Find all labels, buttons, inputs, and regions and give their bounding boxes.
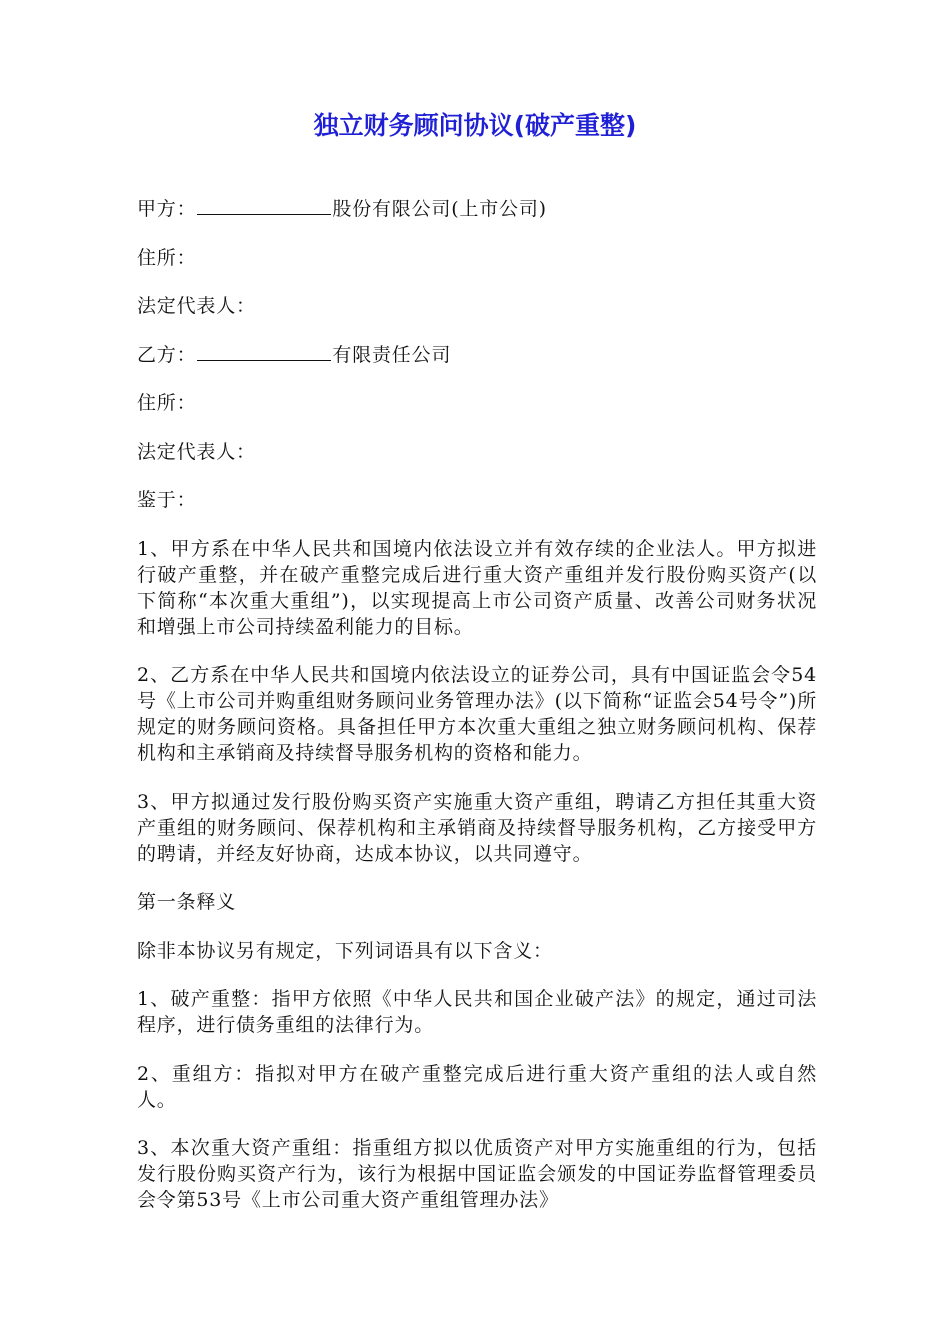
party-a-label: 甲方： bbox=[137, 198, 197, 220]
party-a-representative-label: 法定代表人： bbox=[137, 295, 256, 317]
definition-1: 1、破产重整：指甲方依照《中华人民共和国企业破产法》的规定，通过司法程序，进行债务重组的法律行为。 bbox=[137, 988, 817, 1036]
party-b-name-blank bbox=[197, 342, 331, 361]
document-body bbox=[137, 196, 817, 1236]
party-b-representative-label: 法定代表人： bbox=[137, 440, 256, 463]
party-a-line bbox=[137, 196, 817, 222]
definition-3: 3、本次重大资产重组：指重组方拟以优质资产对甲方实施重组的行为，包括发行股份购买资产行为，该行为根据中国证监会颁发的中国证券监督管理委员会令第53号《上市公司重大资产重组管理办法》 bbox=[137, 1137, 817, 1211]
article-1-intro: 除非本协议另有规定，下列词语具有以下含义： bbox=[137, 939, 553, 962]
document-title: 独立财务顾问协议(破产重整) bbox=[313, 111, 637, 140]
party-b-label: 乙方： bbox=[137, 343, 197, 366]
party-b-address-label: 住所： bbox=[137, 392, 197, 414]
whereas-clause-2: 2、乙方系在中华人民共和国境内依法设立的证券公司，具有中国证监会令54号《上市公司并购重组财务顾问业务管理办法》(以下简称“证监会54号令”)所规定的财务顾问资格。具备担任甲方本次重大重组之独立财务顾问机构、保荐机构和主承销商及持续督导服务机构的资格和能力。 bbox=[137, 664, 817, 764]
party-b-suffix: 有限责任公司 bbox=[332, 343, 452, 366]
party-a-name-blank bbox=[197, 196, 331, 215]
party-a-suffix: 股份有限公司(上市公司) bbox=[332, 198, 547, 220]
definition-2: 2、重组方：指拟对甲方在破产重整完成后进行重大资产重组的法人或自然人。 bbox=[137, 1062, 817, 1111]
party-a-address-label: 住所： bbox=[137, 246, 197, 269]
whereas-clause-3: 3、甲方拟通过发行股份购买资产实施重大资产重组，聘请乙方担任其重大资产重组的财务顾问、保荐机构和主承销商及持续督导服务机构，乙方接受甲方的聘请，并经友好协商，达成本协议，以共同遵守。 bbox=[137, 790, 817, 865]
party-b-line bbox=[137, 342, 817, 368]
whereas-clause-1: 1、甲方系在中华人民共和国境内依法设立并有效存续的企业法人。甲方拟进行破产重整，并在破产重整完成后进行重大资产重组并发行股份购买资产(以下简称“本次重大重组”)，以实现提高上市公司资产质量、改善公司财务状况和增强上市公司持续盈利能力的目标。 bbox=[137, 537, 817, 638]
article-1-heading: 第一条释义 bbox=[137, 891, 237, 913]
whereas-label: 鉴于： bbox=[137, 489, 197, 511]
